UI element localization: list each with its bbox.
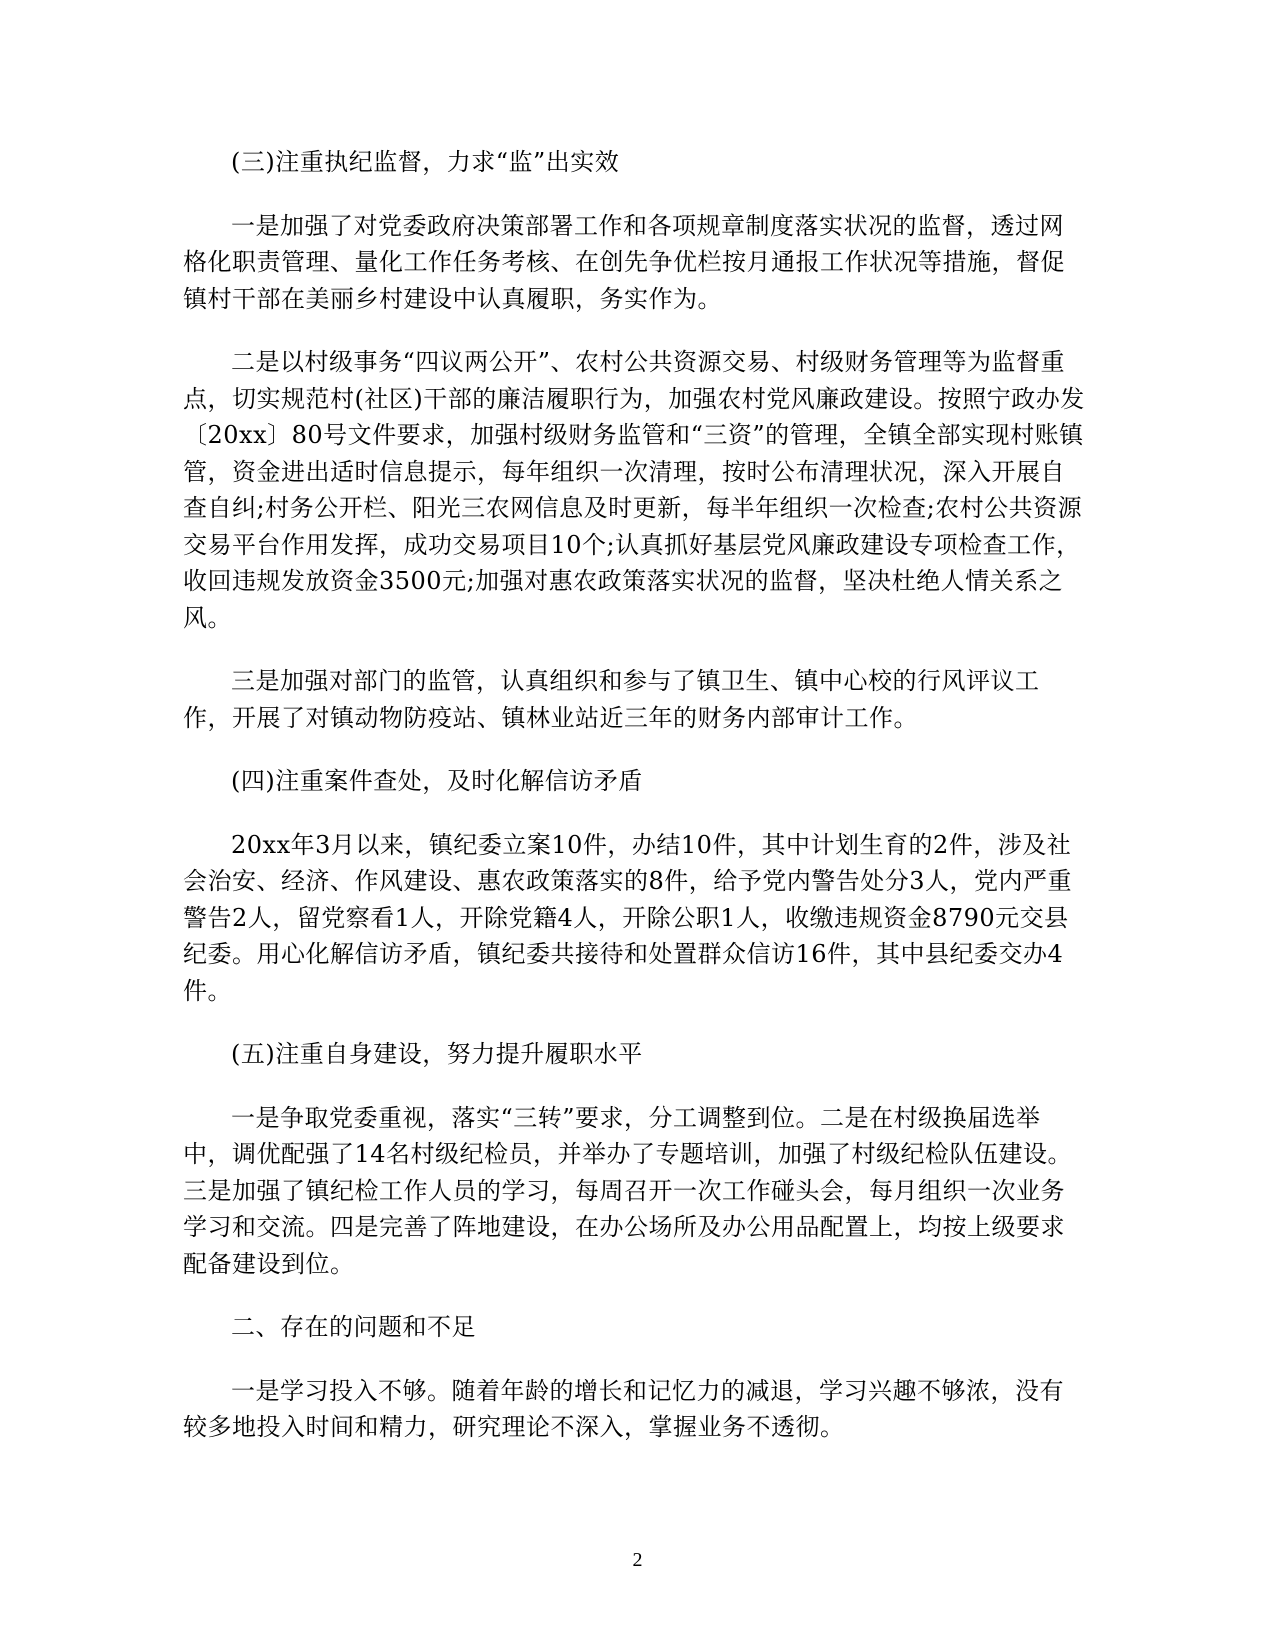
section-heading-supervision: (三)注重执纪监督，力求“监”出实效 (231, 148, 620, 176)
paragraph-self-building: 一是争取党委重视，落实“三转”要求，分工调整到位。二是在村级换届选举中，调优配强了14名村级纪检员，并举办了专题培训，加强了村级纪检队伍建设。三是加强了镇纪检工作人员的学习，每周召开一次工作碰头会，每月组织一次业务学习和交流。四是完善了阵地建设，在办公场所及办公用品配置上，均按上级要求配备建设到位。 (183, 1103, 1073, 1278)
page-number: 2 (632, 1549, 643, 1571)
paragraph-supervision-2: 二是以村级事务“四议两公开”、农村公共资源交易、村级财务管理等为监督重点，切实规范村(社区)干部的廉洁履职行为，加强农村党风廉政建设。按照宁政办发〔20xx〕80号文件要求，加强村级财务监管和“三资”的管理，全镇全部实现村账镇管，资金进出适时信息提示，每年组织一次清理，按时公布清理状况，深入开展自查自纠;村务公开栏、阳光三农网信息及时更新，每半年组织一次检查;农村公共资源交易平台作用发挥，成功交易项目10个;认真抓好基层党风廉政建设专项检查工作，收回违规发放资金3500元;加强对惠农政策落实状况的监督，坚决杜绝人情关系之风。 (183, 348, 1085, 632)
document-body (183, 144, 1087, 1446)
section-heading-problems: 二、存在的问题和不足 (231, 1313, 476, 1341)
paragraph-supervision-3: 三是加强对部门的监管，认真组织和参与了镇卫生、镇中心校的行风评议工作，开展了对镇动物防疫站、镇林业站近三年的财务内部审计工作。 (183, 667, 1040, 732)
paragraph-cases: 20xx年3月以来，镇纪委立案10件，办结10件，其中计划生育的2件，涉及社会治安、经济、作风建设、惠农政策落实的8件，给予党内警告处分3人，党内严重警告2人，留党察看1人，开除党籍4人，开除公职1人，收缴违规资金8790元交县纪委。用心化解信访矛盾，镇纪委共接待和处置群众信访16件，其中县纪委交办4件。 (183, 830, 1073, 1005)
paragraph-supervision-1: 一是加强了对党委政府决策部署工作和各项规章制度落实状况的监督，透过网格化职责管理、量化工作任务考核、在创先争优栏按月通报工作状况等措施，督促镇村干部在美丽乡村建设中认真履职，务实作为。 (183, 211, 1065, 313)
section-heading-cases: (四)注重案件查处，及时化解信访矛盾 (231, 767, 643, 795)
section-heading-self-building: (五)注重自身建设，努力提升履职水平 (231, 1040, 643, 1068)
paragraph-problems-1: 一是学习投入不够。随着年龄的增长和记忆力的减退，学习兴趣不够浓，没有较多地投入时间和精力，研究理论不深入，掌握业务不透彻。 (183, 1376, 1064, 1441)
